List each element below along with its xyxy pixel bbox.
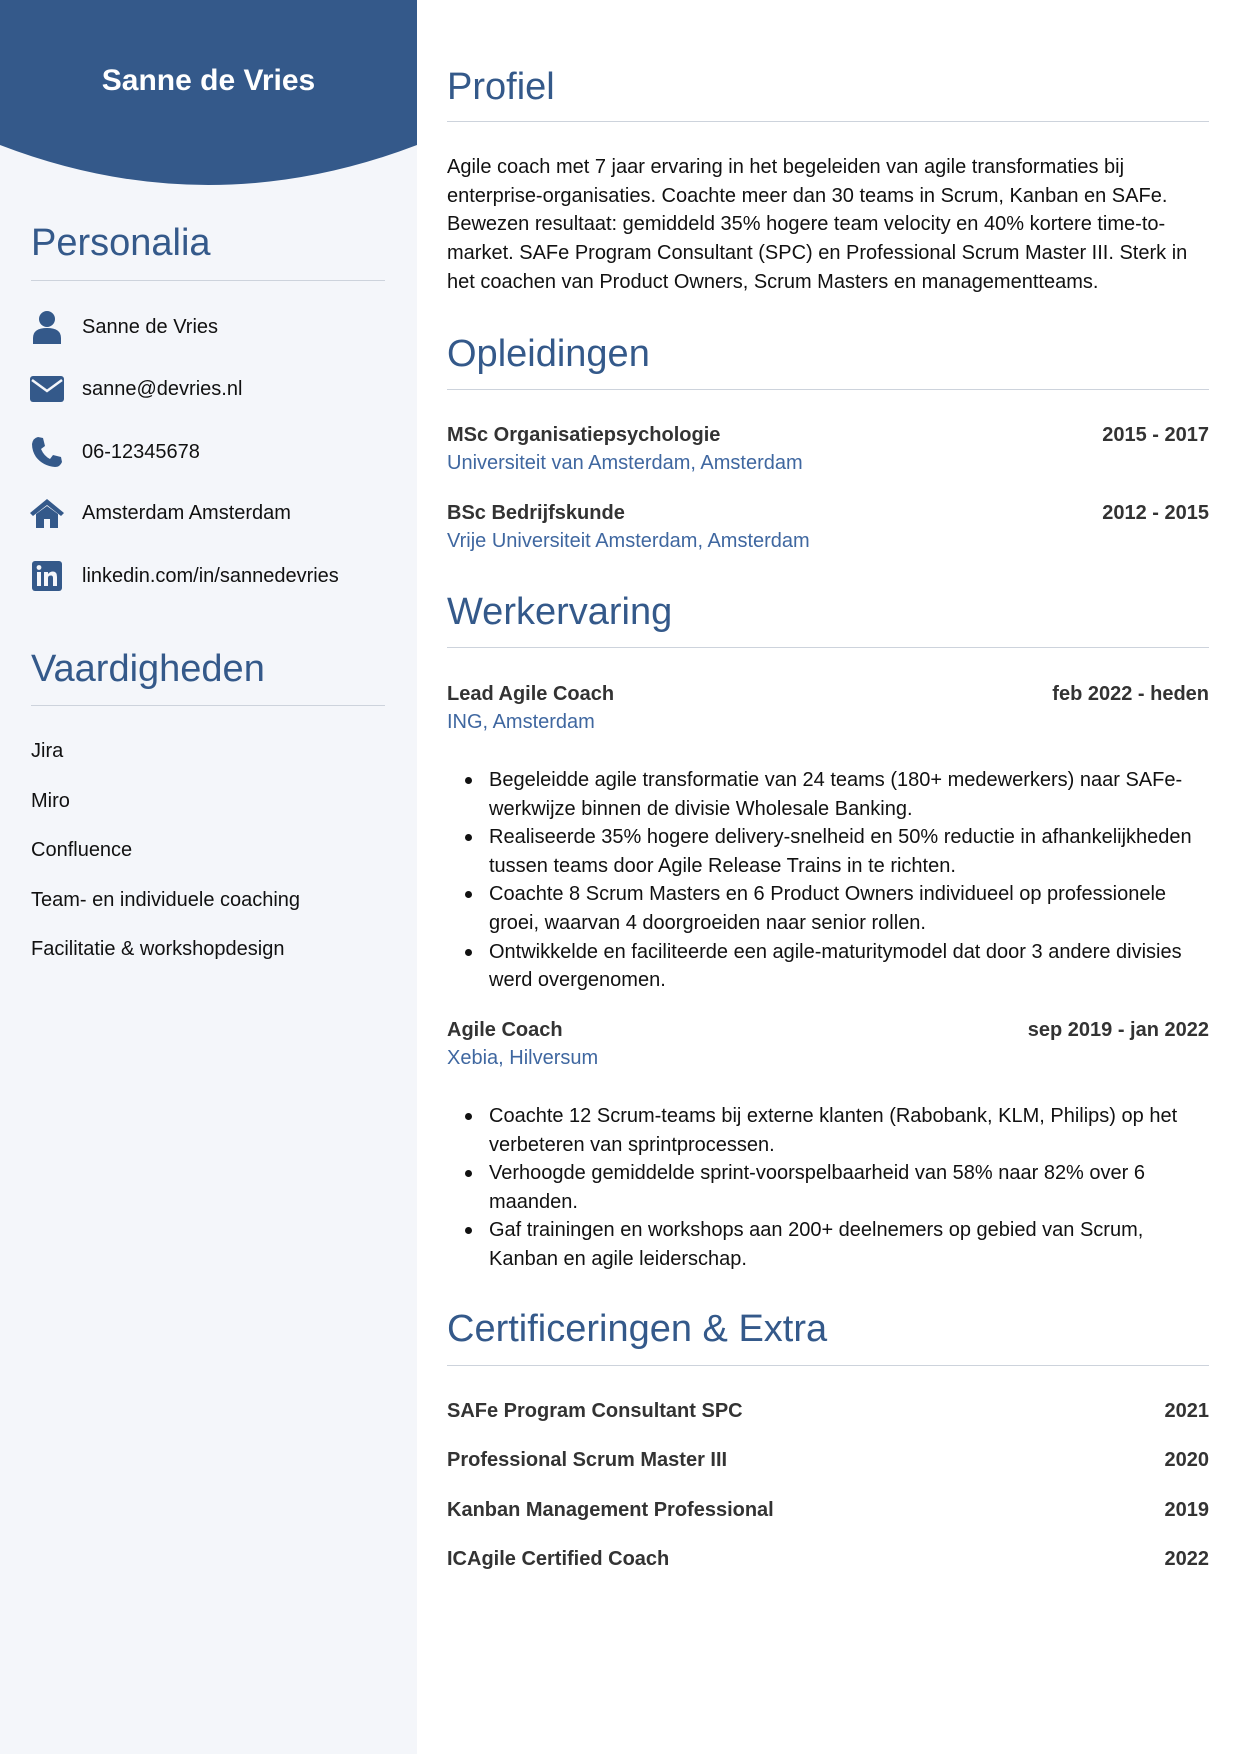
phone-icon bbox=[28, 433, 66, 471]
job-period: feb 2022 - heden bbox=[1052, 683, 1209, 705]
certification-year: 2019 bbox=[1164, 1499, 1209, 1521]
contact-location-text: Amsterdam Amsterdam bbox=[82, 501, 291, 524]
degree-title: BSc Bedrijfskunde bbox=[447, 502, 625, 524]
personalia-heading: Personalia bbox=[31, 222, 211, 264]
certification-name: ICAgile Certified Coach bbox=[447, 1548, 670, 1570]
contact-email-text[interactable]: sanne@devries.nl bbox=[82, 377, 243, 400]
education-entry bbox=[447, 424, 1209, 447]
profile-heading: Profiel bbox=[447, 66, 555, 108]
certification-year: 2020 bbox=[1164, 1449, 1209, 1471]
skill-item: Team- en individuele coaching bbox=[31, 889, 301, 911]
skill-item: Miro bbox=[31, 790, 70, 812]
institution: Vrije Universiteit Amsterdam, Amsterdam bbox=[447, 530, 810, 552]
skill-item: Facilitatie & workshopdesign bbox=[31, 938, 285, 960]
contact-linkedin[interactable] bbox=[28, 556, 339, 596]
candidate-name: Sanne de Vries bbox=[101, 64, 316, 97]
achievement-item: Gaf trainingen en workshops aan 200+ deelnemers op gebied van Scrum, Kanban en agile leiderschap. bbox=[489, 1216, 1213, 1273]
job-entry bbox=[447, 1019, 1209, 1042]
job-period: sep 2019 - jan 2022 bbox=[1027, 1019, 1209, 1041]
job-company: ING, Amsterdam bbox=[447, 711, 595, 733]
certification-entry bbox=[447, 1400, 1209, 1423]
job-achievements bbox=[447, 1102, 1213, 1274]
certifications-divider bbox=[447, 1365, 1209, 1366]
skill-item: Jira bbox=[31, 740, 64, 762]
personalia-divider bbox=[31, 280, 385, 281]
experience-heading: Werkervaring bbox=[447, 591, 673, 633]
achievement-item: Realiseerde 35% hogere delivery-snelheid en 50% reductie in afhankelijkheden tussen teams door Agile Release Trains in te richten. bbox=[489, 823, 1213, 880]
contact-phone-text[interactable]: 06-12345678 bbox=[82, 440, 200, 463]
job-entry bbox=[447, 683, 1209, 706]
contact-name-text: Sanne de Vries bbox=[82, 315, 219, 338]
achievement-item: Coachte 8 Scrum Masters en 6 Product Owners individueel op professionele groei, waarvan 4 doorgroeiden naar senior rollen. bbox=[489, 880, 1213, 937]
skill-item: Confluence bbox=[31, 839, 133, 861]
achievement-item: Coachte 12 Scrum-teams bij externe klanten (Rabobank, KLM, Philips) op het verbeteren van sprintprocessen. bbox=[489, 1102, 1213, 1159]
contact-phone[interactable] bbox=[28, 432, 200, 472]
certification-entry bbox=[447, 1449, 1209, 1472]
education-heading: Opleidingen bbox=[447, 333, 650, 375]
certifications-heading: Certificeringen & Extra bbox=[447, 1308, 828, 1350]
certification-year: 2022 bbox=[1164, 1548, 1209, 1570]
certification-name: Kanban Management Professional bbox=[447, 1499, 774, 1521]
contact-email[interactable] bbox=[28, 369, 242, 409]
degree-period: 2012 - 2015 bbox=[1102, 502, 1209, 524]
job-company: Xebia, Hilversum bbox=[447, 1047, 599, 1069]
certification-entry bbox=[447, 1499, 1209, 1522]
achievement-item: Begeleidde agile transformatie van 24 teams (180+ medewerkers) naar SAFe-werkwijze binnen de divisie Wholesale Banking. bbox=[489, 766, 1213, 823]
certification-entry bbox=[447, 1548, 1209, 1571]
job-achievements bbox=[447, 766, 1213, 995]
job-title: Lead Agile Coach bbox=[447, 683, 615, 705]
certification-name: SAFe Program Consultant SPC bbox=[447, 1400, 743, 1422]
achievement-item: Ontwikkelde en faciliteerde een agile-maturitymodel dat door 3 andere divisies werd overgenomen. bbox=[489, 938, 1213, 995]
contact-linkedin-text[interactable]: linkedin.com/in/sannedevries bbox=[82, 564, 339, 587]
degree-period: 2015 - 2017 bbox=[1102, 424, 1209, 446]
education-entry bbox=[447, 502, 1209, 525]
job-title: Agile Coach bbox=[447, 1019, 563, 1041]
home-icon bbox=[28, 494, 66, 532]
profile-summary: Agile coach met 7 jaar ervaring in het begeleiden van agile transformaties bij enterprise-organisaties. Coachte meer dan 30 teams in Scrum, Kanban en SAFe. Bewezen resultaat: gemiddeld 35% hogere team velocity en 40% kortere time-to-market. SAFe Program Consultant (SPC) en Professional Scrum Master III. Sterk in het coachen van Product Owners, Scrum Masters en managementteams. bbox=[447, 156, 1188, 293]
certification-name: Professional Scrum Master III bbox=[447, 1449, 728, 1471]
experience-divider bbox=[447, 647, 1209, 648]
degree-title: MSc Organisatiepsychologie bbox=[447, 424, 721, 446]
institution: Universiteit van Amsterdam, Amsterdam bbox=[447, 452, 803, 474]
achievement-item: Verhoogde gemiddelde sprint-voorspelbaarheid van 58% naar 82% over 6 maanden. bbox=[489, 1159, 1213, 1216]
skills-heading: Vaardigheden bbox=[31, 648, 265, 690]
contact-name bbox=[28, 307, 218, 347]
skills-divider bbox=[31, 705, 385, 706]
envelope-icon bbox=[28, 370, 66, 408]
contact-location bbox=[28, 493, 291, 533]
profile-divider bbox=[447, 121, 1209, 122]
linkedin-icon bbox=[28, 557, 66, 595]
name-banner bbox=[0, 0, 417, 190]
certification-year: 2021 bbox=[1164, 1400, 1209, 1422]
person-icon bbox=[28, 308, 66, 346]
education-divider bbox=[447, 389, 1209, 390]
